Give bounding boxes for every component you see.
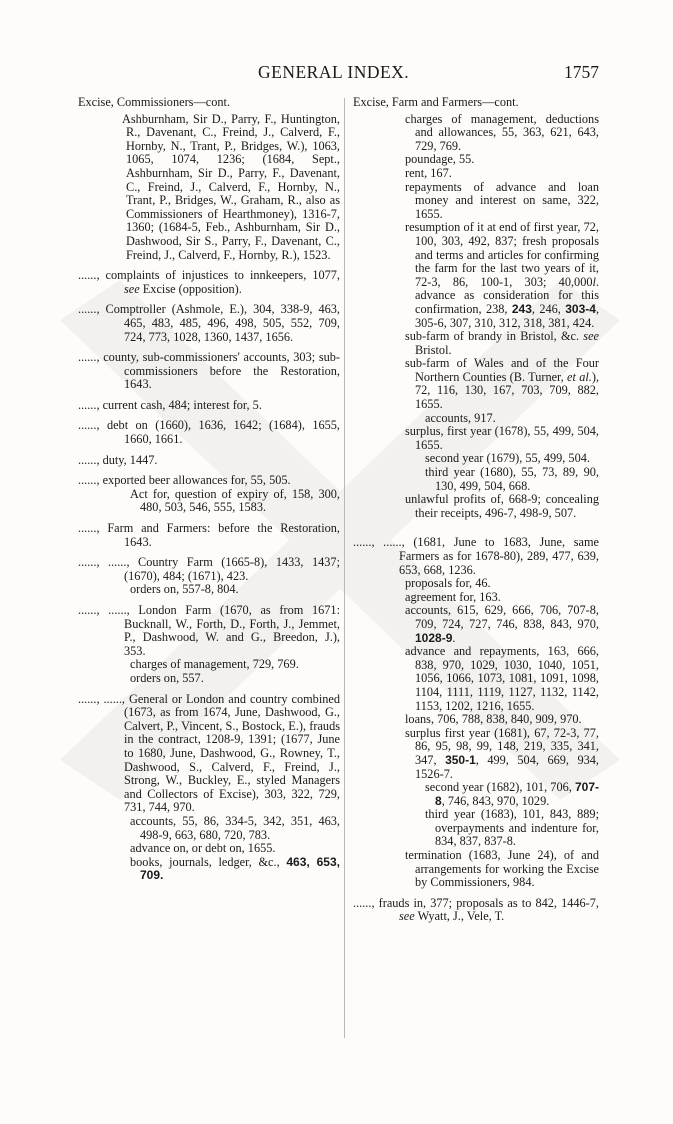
column-heading: Excise, Farm and Farmers—cont. <box>353 95 519 109</box>
index-subentry: agreement for, 163. <box>405 589 501 604</box>
index-entry: ......, county, sub-commissioners' accounts, 303; sub-commissioners before the Restoration, 1643. <box>78 350 340 392</box>
index-subentry: orders on, 557. <box>130 670 204 685</box>
index-entry: ......, ......, (1681, June to 1683, June, same Farmers as for 1678-80), 289, 477, 639, 653, 668, 1236. <box>353 535 599 577</box>
column-heading: Excise, Commissioners—cont. <box>78 95 230 109</box>
index-subentry: surplus first year (1681), 67, 72-3, 77, 86, 95, 98, 99, 148, 219, 335, 341, 347, 350-1, 499, 504, 669, 934, 1526-7. <box>405 725 600 781</box>
index-subentry: sub-farm of brandy in Bristol, &c. see Bristol. <box>405 329 599 357</box>
index-entry: ......, frauds in, 377; proposals as to 842, 1446-7, see Wyatt, J., Vele, T. <box>353 895 599 924</box>
index-subentry: books, journals, ledger, &c., 463, 653, 709. <box>130 854 340 883</box>
index-subentry: surplus, first year (1678), 55, 499, 504, 1655. <box>405 424 599 452</box>
index-subentry: charges of management, 729, 769. <box>130 657 299 672</box>
index-subentry: termination (1683, June 24), of and arrangements for working the Excise by Commissioners, 984. <box>405 848 599 890</box>
index-entry: ......, exported beer allowances for, 55, 505. <box>78 473 291 488</box>
index-entry: ......, complaints of injustices to innkeepers, 1077, see Excise (opposition). <box>78 268 340 296</box>
index-subentry: charges of management, deductions and allowances, 55, 363, 621, 643, 729, 769. <box>405 111 599 153</box>
index-subentry: sub-farm of Wales and of the Four Northern Counties (B. Turner, et al.), 72, 116, 130, 167, 703, 709, 882, 1655. <box>405 356 600 412</box>
index-entry: ......, debt on (1660), 1636, 1642; (1684), 1655, 1660, 1661. <box>78 418 340 447</box>
index-entry: ......, current cash, 484; interest for, 5. <box>78 397 262 412</box>
index-entry: ......, Farm and Farmers: before the Restoration, 1643. <box>78 521 340 549</box>
index-subentry: accounts, 917. <box>425 410 496 425</box>
index-subentry: second year (1679), 55, 499, 504. <box>425 451 590 466</box>
column-divider <box>344 98 345 1038</box>
index-subentry: third year (1683), 101, 843, 889; overpayments and indenture for, 834, 837, 837-8. <box>425 807 599 849</box>
left-column <box>78 96 340 883</box>
page-title: GENERAL INDEX. <box>258 62 410 82</box>
page-number: 1757 <box>564 62 599 82</box>
index-subentry: resumption of it at end of first year, 72, 100, 303, 492, 837; fresh proposals and terms and articles for confirming the farm for the last two years of it, 72-3, 86, 100-1, 303; 40,000l. advance as consideration for this confirmation, 238, 243, 246, 303-4, 305-6, 307, 310, 312, 318, 381, 424. <box>405 220 600 330</box>
index-subentry: advance and repayments, 163, 666, 838, 970, 1029, 1030, 1040, 1051, 1056, 1066, 1073, 1081, 1091, 1098, 1104, 1111, 1119, 1127, 1132, 1142, 1153, 1202, 1216, 1655. <box>405 644 599 713</box>
index-subentry: third year (1680), 55, 73, 89, 90, 130, 499, 504, 668. <box>425 465 599 493</box>
page-header <box>0 62 673 86</box>
index-entry: ......, ......, General or London and country combined (1673, as from 1674, June, Dashwood, G., Calvert, P., Vincent, S., Bostock, E.), frauds in the contract, 1208-9, 1391; (1677, June to 1680, June, Dashwood, G., Rowney, T., Dashwood, S., Calverd, F., Freind, J., Strong, W., Buckley, E., styled Managers and Collectors of Excise), 303, 322, 729, 731, 744, 970. <box>78 691 340 815</box>
index-subentry: second year (1682), 101, 706, 707-8, 746, 843, 970, 1029. <box>425 780 599 808</box>
index-subentry: accounts, 615, 629, 666, 706, 707-8, 709, 724, 727, 746, 838, 843, 970, 1028-9. <box>405 603 599 645</box>
index-entry: ......, ......, Country Farm (1665-8), 1433, 1437; (1670), 484; (1671), 423. <box>78 555 340 583</box>
index-subentry: Act for, question of expiry of, 158, 300, 480, 503, 546, 555, 1583. <box>130 486 340 515</box>
index-entry: ......, Comptroller (Ashmole, E.), 304, 338-9, 463, 465, 483, 485, 496, 498, 505, 552, 709, 724, 773, 1028, 1360, 1437, 1656. <box>78 302 340 344</box>
spacer <box>353 520 599 528</box>
right-column <box>353 96 599 931</box>
index-subentry: advance on, or debt on, 1655. <box>130 841 276 856</box>
index-subentry: repayments of advance and loan money and interest on same, 322, 1655. <box>405 179 599 221</box>
index-subentry: loans, 706, 788, 838, 840, 909, 970. <box>405 712 582 727</box>
index-entry: ......, ......, London Farm (1670, as from 1671: Bucknall, W., Forth, D., Forth, J., Jemmet, P., Dashwood, W. and G., Breedon, J.), 353. <box>78 603 340 658</box>
index-entry: Ashburnham, Sir D., Parry, F., Huntington, R., Davenant, C., Freind, J., Calverd, F., Hornby, N., Trant, P., Bridges, W.), 1063, 1065, 1074, 1236; (1684, Sept., Ashburnham, Sir D., Parry, F., Davenant, C., Freind, J., Calverd, F., Hornby, N., Trant, P., Bridges, W., Graham, R., also as Commissioners of Hearthmoney), 1316-7, 1360; (1684-5, Feb., Ashburnham, Sir D., Dashwood, Sir S., Parry, F., Davenant, C., Freind, J., Calverd, F., Hornby, R.), 1523. <box>122 111 340 262</box>
index-subentry: poundage, 55. <box>405 152 475 167</box>
index-entry: ......, duty, 1447. <box>78 452 158 467</box>
index-subentry: unlawful profits of, 668-9; concealing their receipts, 496-7, 498-9, 507. <box>405 492 599 520</box>
index-subentry: orders on, 557-8, 804. <box>130 582 239 597</box>
index-subentry: proposals for, 46. <box>405 576 491 591</box>
index-subentry: accounts, 55, 86, 334-5, 342, 351, 463, 498-9, 663, 680, 720, 783. <box>130 813 340 842</box>
index-subentry: rent, 167. <box>405 165 452 180</box>
